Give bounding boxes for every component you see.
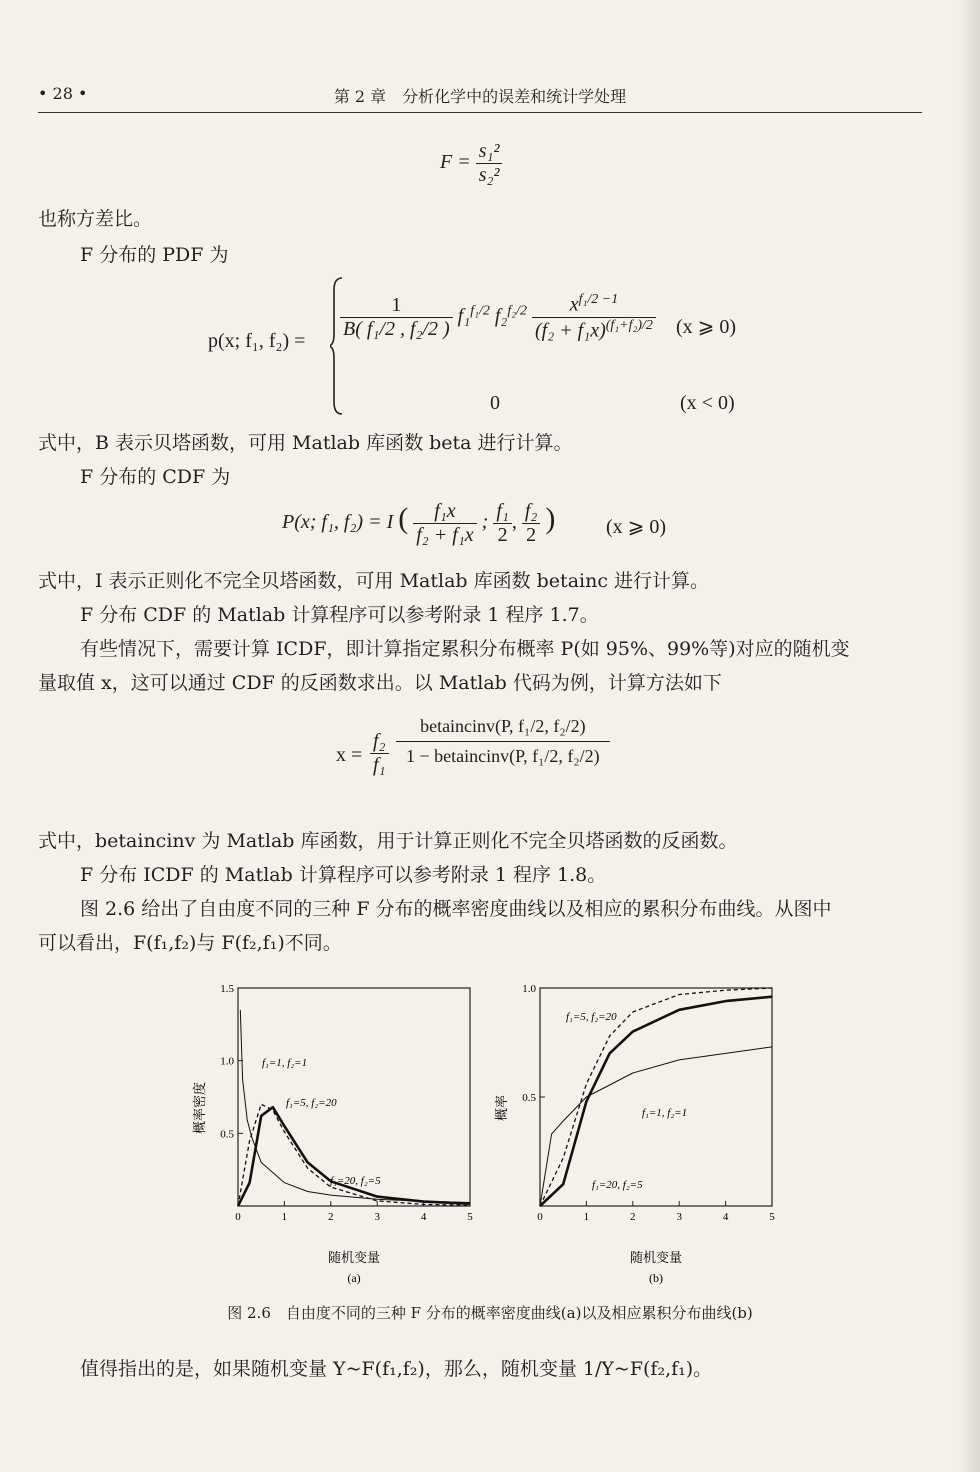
panel-a-xlabel: 随机变量 <box>327 1250 381 1265</box>
panel-a-series-3 <box>238 1107 470 1206</box>
panel-b-xtick-label: 3 <box>676 1211 682 1223</box>
panel-a-xtick-label: 0 <box>235 1211 241 1223</box>
panel-a-annot-f1-5: f₁=5, f₂=20 <box>286 1097 337 1109</box>
panel-a-xtick-label: 5 <box>467 1211 473 1223</box>
icdf-fraction: $\frac{\text{betaincinv(P, f₁/2, f₂/2)}}{\text{1 − betaincinv(P, f₁/2, f₂/2)}}$ <box>396 712 610 771</box>
para-icdf-program: F 分布 ICDF 的 Matlab 计算程序可以参考附录 1 程序 1.8。 <box>80 864 607 886</box>
page-number: • 28 • <box>38 84 88 103</box>
panel-b-ylabel: 概率 <box>494 1094 509 1122</box>
cdf-condition: (x ⩾ 0) <box>606 516 667 538</box>
running-header <box>38 80 922 113</box>
panel-b-annot-f1-5: f₁=5, f₂=20 <box>566 1011 617 1023</box>
pdf-lhs: p(x; f₁, f₂) = <box>208 330 306 352</box>
para-icdf-1: 有些情况下，需要计算 ICDF，即计算指定累积分布概率 P(如 95%、99%等)对应的随机变 <box>80 638 850 660</box>
para-icdf-2: 量取值 x，这可以通过 CDF 的反函数求出。以 Matlab 代码为例，计算方法如下 <box>38 672 722 694</box>
panel-a-series-2 <box>238 1104 470 1206</box>
panel-b-xtick-label: 1 <box>583 1211 590 1223</box>
cdf-equation: P(x; f₁, f₂) = I ( $\frac{\text{f₁x}}{\text{f₂ + f₁x}}$ ; $\frac{\text{f₁}}{2}$ , $\frac{\text{f₂}}{2}$ ) <box>282 500 556 546</box>
panel-a-xtick-label: 1 <box>281 1211 288 1223</box>
figure-panel-a <box>190 978 490 1290</box>
icdf-lhs: x = <box>336 744 363 766</box>
para-pdf-intro: F 分布的 PDF 为 <box>80 244 229 266</box>
panel-a-ylabel: 概率密度 <box>192 1081 207 1135</box>
para-betainc: 式中，I 表示正则化不完全贝塔函数，可用 Matlab 库函数 betainc 进行计算。 <box>38 570 710 592</box>
panel-b-series-3 <box>540 997 772 1206</box>
panel-a-annot-f1-20: f₁=20, f₂=5 <box>330 1175 381 1187</box>
pdf-case1: $\frac{1}{\text{B( f₁/2 , f₂/2 )}}$ f₁$^{f_1/2}$ f₂$^{f_2/2}$ $\frac{x^{f_1/2 -1}}{(f_2 + f_1x)^{(f_1+f_2)/2}}$ <box>340 292 656 342</box>
figure-panel-b <box>492 978 792 1290</box>
panel-b-sublabel: (b) <box>649 1271 663 1285</box>
panel-a-xtick-label: 2 <box>328 1211 334 1223</box>
plot-area-a <box>238 988 470 1206</box>
panel-b-xlabel: 随机变量 <box>629 1250 683 1265</box>
para-betaincinv: 式中，betaincinv 为 Matlab 库函数，用于计算正则化不完全贝塔函数的反函数。 <box>38 830 738 852</box>
page-edge-shadow <box>958 0 980 1472</box>
panel-a-xtick-label: 3 <box>374 1211 380 1223</box>
figure-caption: 图 2.6 自由度不同的三种 F 分布的概率密度曲线(a)以及相应累积分布曲线(b) <box>227 1304 753 1322</box>
panel-a-series-1 <box>240 1010 470 1203</box>
para-beta: 式中，B 表示贝塔函数，可用 Matlab 库函数 beta 进行计算。 <box>38 432 573 454</box>
panel-b-xtick-label: 4 <box>722 1211 729 1223</box>
f-ratio-equation: F = $\frac{\text{s₁²}}{\text{s₂²}}$ <box>440 140 502 187</box>
icdf-factor: $\frac{\text{f₂}}{\text{f₁}}$ <box>370 730 389 777</box>
panel-a-ytick-label: 1.5 <box>220 983 234 995</box>
panel-b-xtick-label: 2 <box>630 1211 636 1223</box>
panel-b-xtick-label: 0 <box>537 1211 543 1223</box>
pdf-case2-value: 0 <box>490 392 500 414</box>
panel-a-ytick-label: 0.5 <box>220 1128 234 1141</box>
para-figure-ref-1: 图 2.6 给出了自由度不同的三种 F 分布的概率密度曲线以及相应的累积分布曲线。从图中 <box>80 898 832 920</box>
panel-b-ytick-label: 1.0 <box>522 983 536 995</box>
panel-b-annot-f1-20: f₁=20, f₂=5 <box>592 1179 643 1191</box>
panel-a-sublabel: (a) <box>347 1271 361 1285</box>
para-cdf-program: F 分布 CDF 的 Matlab 计算程序可以参考附录 1 程序 1.7。 <box>80 604 599 626</box>
para-variance-ratio: 也称方差比。 <box>38 208 153 230</box>
pdf-case1-condition: (x ⩾ 0) <box>676 316 737 338</box>
pdf-case2-condition: (x < 0) <box>680 392 735 414</box>
panel-b-ytick-label: 0.5 <box>522 1092 536 1104</box>
panel-a-xtick-label: 4 <box>420 1211 427 1223</box>
panel-a-ytick-label: 1.0 <box>220 1055 234 1068</box>
panel-b-series-2 <box>540 1047 772 1206</box>
panel-b-xtick-label: 5 <box>769 1211 775 1223</box>
para-cdf-intro: F 分布的 CDF 为 <box>80 466 231 488</box>
panel-a-annot-f1-1: f₁=1, f₂=1 <box>262 1057 308 1069</box>
para-reciprocal: 值得指出的是，如果随机变量 Y~F(f₁,f₂)，那么，随机变量 1/Y~F(f₂,f₁)。 <box>80 1358 713 1380</box>
panel-b-annot-f1-1: f₁=1, f₂=1 <box>642 1107 688 1119</box>
para-figure-ref-2: 可以看出，F(f₁,f₂)与 F(f₂,f₁)不同。 <box>38 932 342 954</box>
chapter-title: 第 2 章 分析化学中的误差和统计学处理 <box>333 87 627 106</box>
